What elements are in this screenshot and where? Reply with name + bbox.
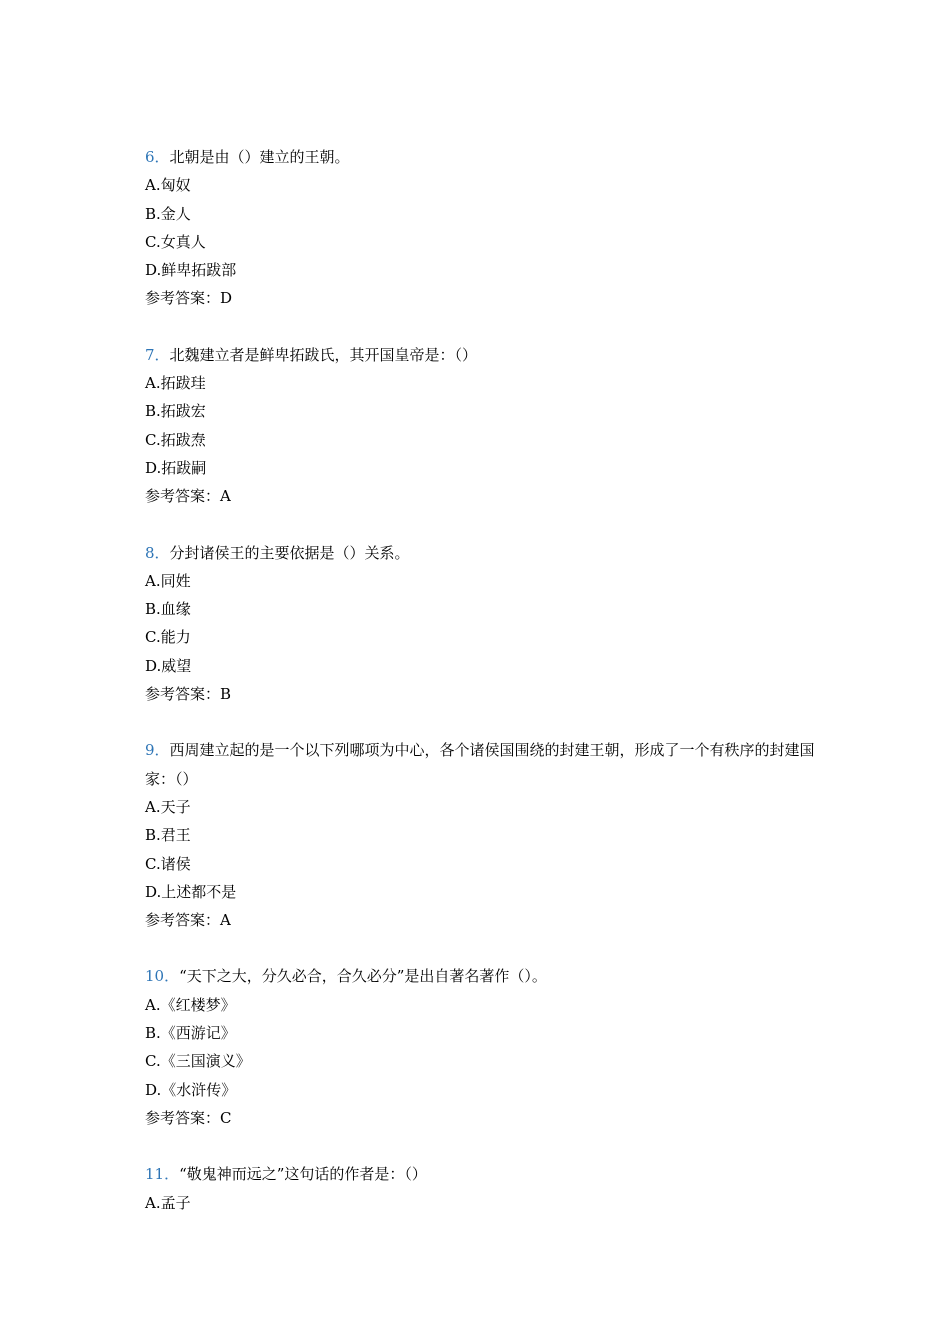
option-c: C.诸侯	[145, 854, 191, 873]
option-a: A.天子	[145, 797, 191, 816]
question-6	[145, 143, 815, 313]
question-9	[145, 736, 815, 934]
question-number: 11．	[145, 1165, 180, 1184]
option-b: B.血缘	[145, 600, 191, 619]
reference-answer: 参考答案：B	[145, 685, 232, 704]
question-8	[145, 539, 815, 709]
option-b: B.金人	[145, 204, 191, 223]
option-c: C.《三国演义》	[145, 1052, 251, 1071]
option-d: D.威望	[145, 656, 192, 675]
question-text: 西周建立起的是一个以下列哪项为中心，各个诸侯国围绕的封建王朝，形成了一个有秩序的封建国家：（）	[145, 741, 815, 788]
question-text: 北魏建立者是鲜卑拓跋氏，其开国皇帝是：（）	[169, 345, 478, 364]
question-11	[145, 1160, 815, 1217]
option-d: D.上述都不是	[145, 882, 237, 901]
option-c: C.女真人	[145, 232, 206, 251]
option-c: C.能力	[145, 628, 191, 647]
question-stem	[145, 143, 815, 171]
question-text: “天下之大，分久必合，合久必分”是出自著名著作（）。	[179, 967, 547, 986]
option-b: B.《西游记》	[145, 1024, 236, 1043]
option-d: D.《水浒传》	[145, 1080, 237, 1099]
reference-answer: 参考答案：D	[145, 289, 233, 308]
option-d: D.鲜卑拓跋部	[145, 261, 237, 280]
question-number: 8．	[145, 543, 170, 562]
option-a: A.拓跋珪	[145, 374, 206, 393]
question-text: “敬鬼神而远之”这句话的作者是：（）	[179, 1165, 427, 1184]
question-text: 分封诸侯王的主要依据是（）关系。	[169, 543, 410, 562]
reference-answer: 参考答案：A	[145, 487, 231, 506]
option-a: A.同姓	[145, 571, 191, 590]
question-stem	[145, 341, 815, 369]
reference-answer: 参考答案：C	[145, 1108, 232, 1127]
question-7	[145, 341, 815, 511]
question-number: 7．	[145, 345, 170, 364]
option-b: B.君王	[145, 826, 191, 845]
question-number: 6．	[145, 148, 170, 166]
option-a: A.《红楼梦》	[145, 995, 236, 1014]
question-number: 10．	[145, 967, 180, 986]
question-number: 9．	[145, 741, 170, 760]
reference-answer: 参考答案：A	[145, 911, 231, 930]
question-list	[145, 143, 815, 1217]
question-text: 北朝是由（）建立的王朝。	[169, 148, 350, 166]
option-c: C.拓跋焘	[145, 430, 206, 449]
question-10	[145, 962, 815, 1132]
option-d: D.拓跋嗣	[145, 458, 207, 477]
question-stem	[145, 539, 815, 567]
option-b: B.拓跋宏	[145, 402, 206, 421]
question-stem	[145, 1160, 815, 1188]
option-a: A.孟子	[145, 1193, 191, 1212]
option-a: A.匈奴	[145, 176, 191, 195]
question-stem	[145, 962, 815, 990]
question-stem	[145, 736, 815, 793]
